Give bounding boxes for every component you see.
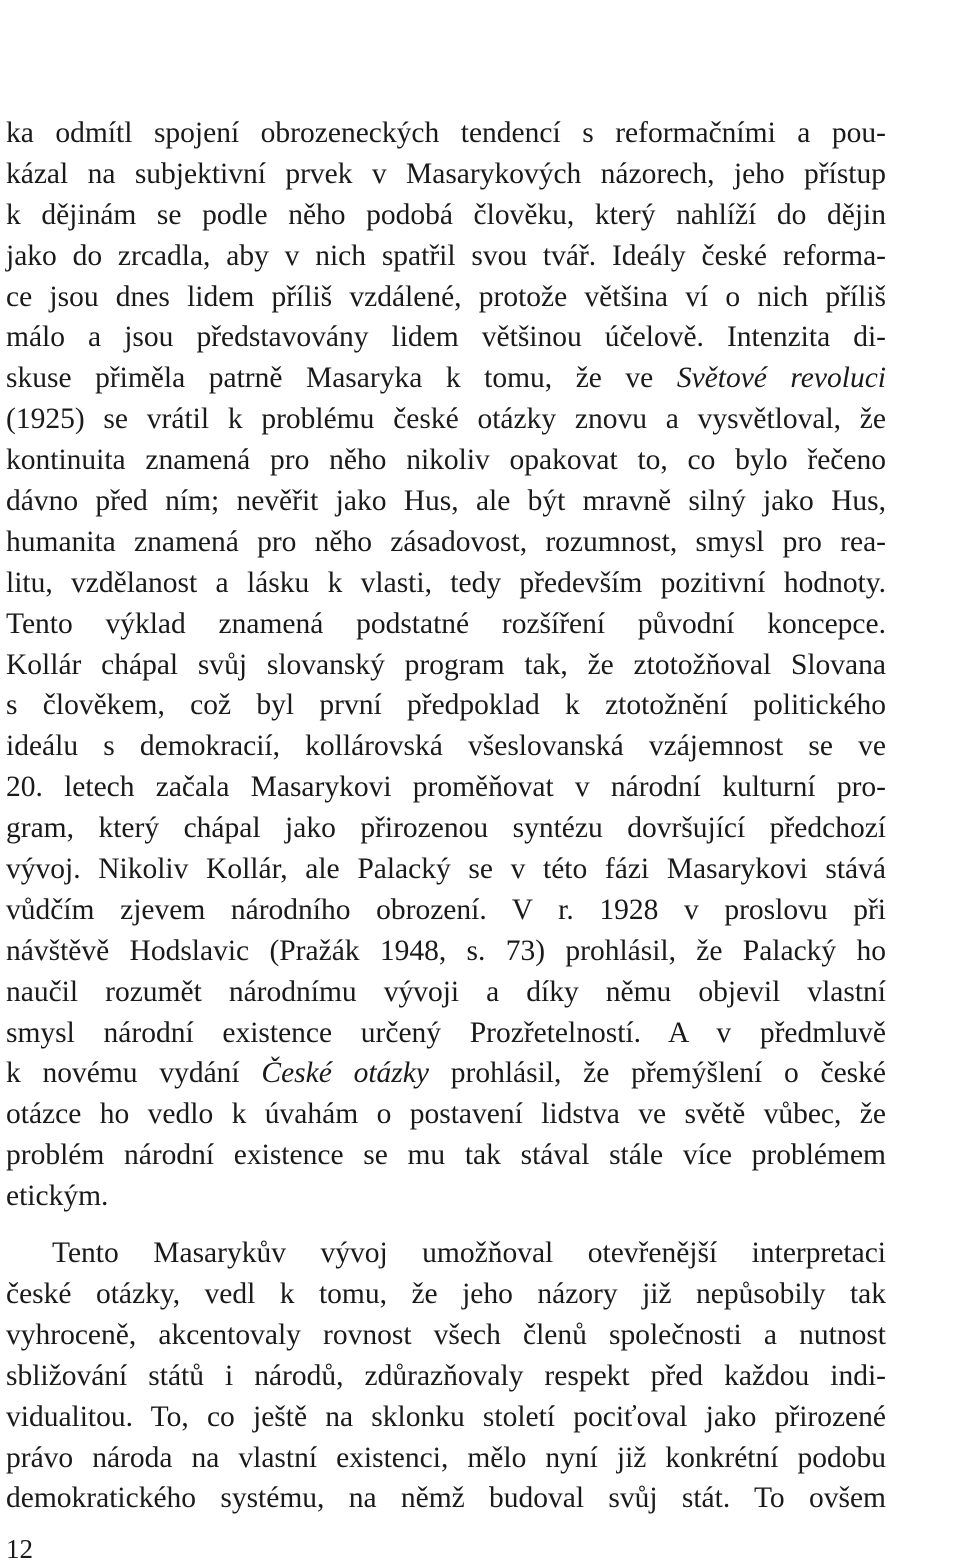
- text-line: dávno před ním; nevěřit jako Hus, ale být mravně silný jako Hus,: [6, 485, 886, 518]
- text-line: právo národa na vlastní existenci, mělo nyní již konkrétní podobu: [6, 1441, 886, 1474]
- text-line: Kollár chápal svůj slovanský program tak, že ztotožňoval Slovana: [6, 648, 886, 681]
- text-line: vyhroceně, akcentovaly rovnost všech členů společnosti a nutnost: [6, 1318, 886, 1351]
- text-line: 20. letech začala Masarykovi proměňovat v národní kulturní pro-: [6, 771, 886, 804]
- text-line: Tento výklad znamená podstatné rozšíření původní koncepce.: [6, 607, 886, 640]
- text-line: kontinuita znamená pro něho nikoliv opakovat to, co bylo řečeno: [6, 444, 886, 477]
- text-line: málo a jsou představovány lidem většinou účelově. Intenzita di-: [6, 321, 886, 354]
- text-line: ce jsou dnes lidem příliš vzdálené, protože většina ví o nich příliš: [6, 280, 886, 313]
- text-line: gram, který chápal jako přirozenou syntézu dovršující předchozí: [6, 812, 886, 845]
- text-line: sbližování států i národů, zdůrazňovaly respekt před každou indi-: [6, 1359, 886, 1392]
- text-line: s člověkem, což byl první předpoklad k ztotožnění politického: [6, 689, 886, 722]
- text-line: problém národní existence se mu tak stával stále více problémem: [6, 1139, 886, 1172]
- text-line: Tento Masarykův vývoj umožňoval otevřenější interpretaci: [52, 1237, 886, 1270]
- text-line: (1925) se vrátil k problému české otázky znovu a vysvětloval, že: [6, 403, 886, 436]
- text-segment: k novému vydání: [6, 1057, 262, 1090]
- text-line: humanita znamená pro něho zásadovost, rozumnost, smysl pro rea-: [6, 525, 886, 558]
- text-line: kázal na subjektivní prvek v Masarykových názorech, jeho přístup: [6, 157, 886, 190]
- text-line: smysl národní existence určený Prozřetelností. A v předmluvě: [6, 1016, 886, 1049]
- text-line: vůdčím zjevem národního obrození. V r. 1928 v proslovu při: [6, 893, 886, 926]
- text-line: jako do zrcadla, aby v nich spatřil svou tvář. Ideály české reforma-: [6, 239, 886, 272]
- text-segment: prohlásil, že přemýšlení o české: [428, 1057, 886, 1090]
- text-line: ka odmítl spojení obrozeneckých tendencí s reformačními a pou-: [6, 117, 886, 149]
- text-line: etickým.: [6, 1180, 109, 1213]
- text-line: české otázky, vedl k tomu, že jeho názory již nepůsobily tak: [6, 1277, 886, 1310]
- text-line: k dějinám se podle něho podobá člověku, který nahlíží do dějin: [6, 198, 886, 231]
- text-line: litu, vzdělanost a lásku k vlasti, tedy především pozitivní hodnoty.: [6, 566, 886, 599]
- text-line: vývoj. Nikoliv Kollár, ale Palacký se v této fázi Masarykovi stává: [6, 853, 886, 886]
- text-line: návštěvě Hodslavic (Pražák 1948, s. 73) prohlásil, že Palacký ho: [6, 934, 886, 967]
- text-segment: skuse přiměla patrně Masaryka k tomu, že ve: [6, 362, 677, 395]
- page-number: 12: [6, 1534, 33, 1564]
- book-title-italic: Světové revoluci: [676, 362, 886, 395]
- text-line: ideálu s demokracií, kollárovská všeslovanská vzájemnost se ve: [6, 730, 886, 763]
- text-line: [6, 1053, 886, 1094]
- text-line: demokratického systému, na němž budoval svůj stát. To ovšem: [6, 1482, 886, 1515]
- text-line: vidualitou. To, co ještě na sklonku století pociťoval jako přirozené: [6, 1400, 886, 1433]
- book-title-italic: České otázky: [261, 1057, 429, 1090]
- text-line: otázce ho vedlo k úvahám o postavení lidstva ve světě vůbec, že: [6, 1098, 886, 1131]
- text-line: naučil rozumět národnímu vývoji a díky němu objevil vlastní: [6, 975, 886, 1008]
- body-text: [6, 113, 886, 1519]
- text-line: [6, 358, 886, 399]
